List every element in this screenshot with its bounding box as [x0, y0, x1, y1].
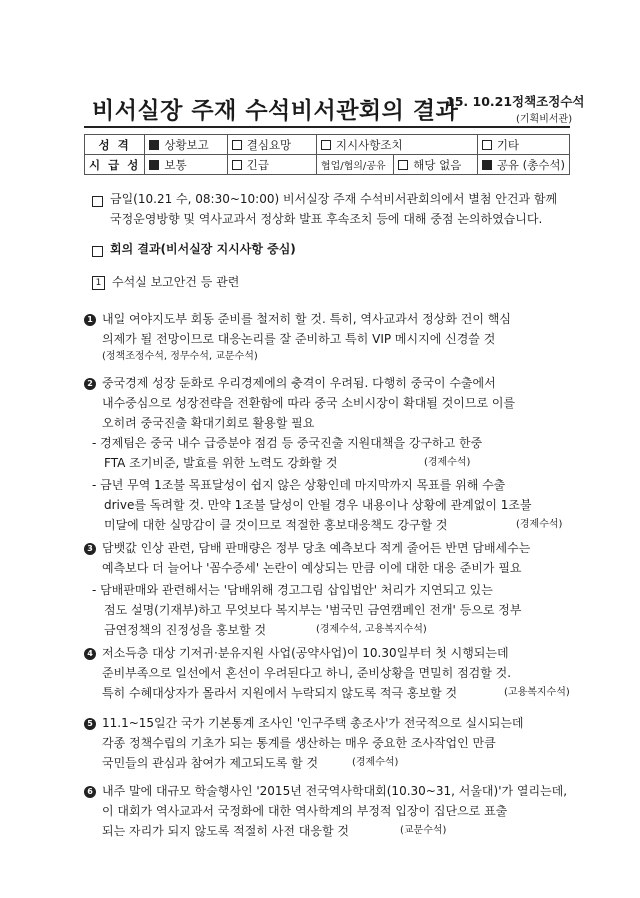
item-5-line-3: 국민들의 관심과 참여가 제고되도록 할 것: [102, 756, 319, 770]
item-2-line-1: 중국경제 성장 둔화로 우리경제에의 충격이 우려됨. 다행히 중국이 수출에서: [102, 376, 496, 390]
unchecked-box-icon: [232, 160, 242, 170]
option-other: 기타: [477, 135, 569, 155]
unchecked-box-icon: [398, 160, 408, 170]
item-2-sub-1-line-1: - 경제팀은 중국 내수 급증분야 점검 등 중국진출 지원대책을 강구하고 한중: [92, 436, 483, 450]
classification-row-type: [85, 135, 570, 155]
intro-line-2: 국정운영방향 및 역사교과서 정상화 발표 후속조치 등에 대해 중점 논의하였습니다.: [110, 212, 543, 226]
subsection-number: 1: [92, 276, 105, 290]
item-2-line-3: 오히려 중국진출 확대기회로 활용할 필요: [102, 416, 315, 430]
checked-box-icon: [482, 160, 492, 170]
option-urgent: 긴급: [227, 155, 316, 175]
date-department: 15. 10.21정책조정수석: [446, 94, 585, 109]
item-5-note: (경제수석): [352, 757, 399, 768]
classification-row-urgency: [85, 155, 570, 175]
item-3-line-2: 예측보다 더 늘어나 '꼼수증세' 논란이 예상되는 만큼 이에 대한 대응 준비가 필요: [102, 561, 522, 575]
item-number-3: 3: [84, 543, 96, 555]
item-4-line-1: 저소득층 대상 기저귀·분유지원 사업(공약사업)이 10.30일부터 첫 시행되는데: [102, 646, 509, 660]
option-situation-report: 상황보고: [145, 135, 227, 155]
item-6-line-1: 내주 말에 대규모 학술행사인 '2015년 전국역사학대회(10.30~31, 서울대)'가 열리는데,: [102, 784, 568, 798]
option-normal: 보통: [145, 155, 227, 175]
unchecked-box-icon: [321, 140, 331, 150]
bullet-square-icon: [92, 246, 103, 257]
item-2-sub-2-line-2: drive를 독려할 것. 만약 1조불 달성이 안될 경우 내용이나 상황에 관계없이 1조불: [104, 498, 532, 512]
checked-box-icon: [149, 160, 159, 170]
item-2-sub-2-line-1: - 금년 무역 1조불 목표달성이 쉽지 않은 상황인데 마지막까지 목표를 위해 수출: [92, 478, 506, 492]
office-name: (기획비서관): [516, 114, 573, 125]
item-number-6: 6: [84, 786, 96, 798]
item-3-sub-1-line-3: 금연정책의 진정성을 홍보할 것: [104, 623, 267, 637]
option-directive-action: 지시사항조치: [316, 135, 477, 155]
item-2-sub-1-note: (경제수석): [424, 457, 471, 468]
item-5-line-2: 각종 정책수립의 기초가 되는 통계를 생산하는 매우 중요한 조사작업인 만큼: [102, 736, 496, 750]
item-6-line-3: 되는 자리가 되지 않도록 적절히 사전 대응할 것: [102, 824, 349, 838]
item-4-line-2: 준비부족으로 일선에서 혼선이 우려된다고 하니, 준비상황을 면밀히 점검할 것.: [102, 666, 512, 680]
document-title: 비서실장 주재 수석비서관회의 결과: [92, 98, 459, 124]
item-1-note: (정책조정수석, 정무수석, 교문수석): [102, 351, 258, 362]
option-decision-needed: 결심요망: [227, 135, 316, 155]
checked-box-icon: [149, 140, 159, 150]
item-6-line-2: 이 대회가 역사교과서 국정화에 대한 역사학계의 부정적 입장이 집단으로 표출: [102, 804, 508, 818]
option-not-applicable: 해당 없음: [394, 155, 478, 175]
item-1-line-1: 내일 여야지도부 회동 준비를 철저히 할 것. 특히, 역사교과서 정상화 건이 핵심: [102, 312, 511, 326]
item-number-4: 4: [84, 648, 96, 660]
row-label-type: 성 격: [85, 135, 145, 155]
item-2-sub-2-note: (경제수석): [516, 519, 563, 530]
classification-table: [84, 134, 570, 175]
item-4-line-3: 특히 수혜대상자가 몰라서 지원에서 누락되지 않도록 적극 홍보할 것: [102, 686, 458, 700]
item-3-sub-1-note: (경제수석, 고용복지수석): [316, 624, 427, 635]
item-2-sub-2-line-3: 미달에 대한 실망감이 클 것이므로 적절한 홍보대응책도 강구할 것: [104, 518, 448, 532]
intro-line-1: 금일(10.21 수, 08:30~10:00) 비서실장 주재 수석비서관회의에서 별첨 안건과 함께: [110, 192, 558, 206]
unchecked-box-icon: [232, 140, 242, 150]
unchecked-box-icon: [482, 140, 492, 150]
row-label-urgency: 시 급 성: [85, 155, 145, 175]
item-number-2: 2: [84, 378, 96, 390]
subsection-title: 수석실 보고안건 등 관련: [112, 275, 240, 289]
item-3-sub-1-line-2: 점도 설명(기재부)하고 무엇보다 복지부는 '범국민 금연캠페인 전개' 등으로 정부: [104, 603, 522, 617]
item-3-sub-1-line-1: - 담배판매와 관련해서는 '담배위해 경고그림 삽입법안' 처리가 지연되고 있는: [92, 583, 493, 597]
item-6-note: (교문수석): [400, 825, 447, 836]
item-2-sub-1-line-2: FTA 조기비준, 발효를 위한 노력도 강화할 것: [104, 456, 338, 470]
item-1-line-2: 의제가 될 전망이므로 대응논리를 잘 준비하고 특히 VIP 메시지에 신경쓸 것: [102, 332, 496, 346]
bullet-square-icon: [92, 196, 103, 207]
item-2-line-2: 내수중심으로 성장전략을 전환함에 따라 중국 소비시장이 확대될 것이므로 이를: [102, 396, 516, 410]
title-divider: [84, 126, 570, 128]
item-4-note: (고용복지수석): [504, 687, 570, 698]
option-share-all: 공유 (총수석): [477, 155, 569, 175]
item-number-5: 5: [84, 718, 96, 730]
item-number-1: 1: [84, 314, 96, 326]
section-title: 회의 결과(비서실장 지시사항 중심): [110, 242, 296, 256]
option-cooperation-label: 협업/협의/공유: [316, 155, 393, 175]
item-5-line-1: 11.1~15일간 국가 기본통계 조사인 '인구주택 총조사'가 전국적으로 실시되는데: [102, 716, 524, 730]
item-3-line-1: 담뱃값 인상 관련, 담배 판매량은 정부 당초 예측보다 적게 줄어든 반면 담배세수는: [102, 541, 531, 555]
